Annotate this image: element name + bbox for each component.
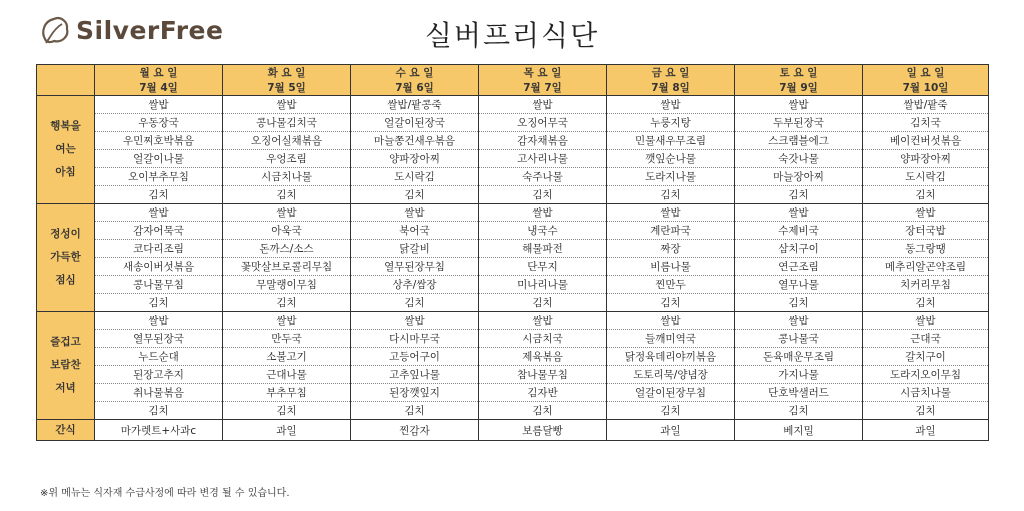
menu-table [36,64,989,441]
menu-cell: 새송이버섯볶음 [95,258,223,276]
menu-cell: 우민찌호박볶음 [95,132,223,150]
menu-cell: 갈치구이 [863,348,989,366]
menu-cell: 가지나물 [735,366,863,384]
menu-cell: 시금치나물 [863,384,989,402]
day-date-header: 7월 8일 [607,80,735,96]
menu-cell: 쌀밥 [735,96,863,114]
snack-row [37,420,989,441]
menu-cell: 김치 [95,402,223,420]
menu-cell: 김치 [351,294,479,312]
menu-row [37,348,989,366]
day-date-header: 7월 5일 [223,80,351,96]
menu-cell: 누룽지탕 [607,114,735,132]
menu-row [37,168,989,186]
day-date-header: 7월 4일 [95,80,223,96]
menu-cell: 삼치구이 [735,240,863,258]
menu-cell: 우엉조림 [223,150,351,168]
menu-cell: 김치 [95,294,223,312]
menu-cell: 누드순대 [95,348,223,366]
meal-label-line: 여는 [55,143,76,155]
menu-cell: 쌀밥 [607,204,735,222]
day-name-header: 목 요 일 [479,65,607,81]
menu-cell: 콩나물김치국 [223,114,351,132]
menu-cell: 단무지 [479,258,607,276]
menu-cell: 숙주나물 [479,168,607,186]
menu-cell: 동그랑땡 [863,240,989,258]
menu-cell: 참나물무침 [479,366,607,384]
menu-cell: 김치 [351,402,479,420]
menu-row [37,276,989,294]
menu-cell: 김치 [95,186,223,204]
menu-cell: 고사리나물 [479,150,607,168]
menu-cell: 열무나물 [735,276,863,294]
menu-cell: 쌀밥 [607,96,735,114]
day-name-header: 월 요 일 [95,65,223,81]
menu-cell: 깻잎순나물 [607,150,735,168]
menu-cell: 쌀밥 [863,204,989,222]
menu-cell: 김치 [351,186,479,204]
day-name-header: 금 요 일 [607,65,735,81]
date-header-row [37,80,989,96]
menu-cell: 쌀밥 [223,96,351,114]
menu-cell: 된장깻잎지 [351,384,479,402]
menu-row [37,312,989,330]
meal-label-line: 저녁 [55,382,76,394]
menu-cell: 아욱국 [223,222,351,240]
menu-cell: 쌀밥 [479,96,607,114]
menu-cell: 콩나물국 [735,330,863,348]
snack-label: 간식 [37,420,95,441]
menu-cell: 쌀밥/팥콩죽 [351,96,479,114]
menu-cell: 김치 [863,186,989,204]
menu-row [37,240,989,258]
menu-cell: 양파장아찌 [863,150,989,168]
menu-cell: 김치 [863,294,989,312]
menu-cell: 들깨미역국 [607,330,735,348]
meal-label-line: 행복을 [50,120,81,132]
meal-label-line: 점심 [55,274,76,286]
menu-cell: 쌀밥 [223,312,351,330]
menu-cell: 제육볶음 [479,348,607,366]
meal-label [37,204,95,312]
menu-cell: 시금치국 [479,330,607,348]
menu-cell: 우동장국 [95,114,223,132]
header-corner [37,65,95,96]
menu-cell: 김치 [607,294,735,312]
menu-cell: 김치 [735,294,863,312]
menu-cell: 김치 [863,402,989,420]
menu-cell: 돈까스/소스 [223,240,351,258]
menu-row [37,150,989,168]
menu-cell: 단호박샐러드 [735,384,863,402]
menu-row [37,114,989,132]
menu-cell: 김치 [479,402,607,420]
menu-cell: 수제비국 [735,222,863,240]
menu-cell: 쌀밥 [95,204,223,222]
menu-cell: 치커리무침 [863,276,989,294]
menu-cell: 부추무침 [223,384,351,402]
menu-cell: 닭정육데리야끼볶음 [607,348,735,366]
menu-cell: 김치 [223,294,351,312]
menu-cell: 스크램블에그 [735,132,863,150]
menu-cell: 쌀밥 [479,312,607,330]
menu-cell: 미나리나물 [479,276,607,294]
menu-row [37,204,989,222]
menu-cell: 쌀밥 [735,204,863,222]
menu-cell: 도시락김 [863,168,989,186]
menu-cell: 쌀밥 [351,312,479,330]
menu-cell: 다시마무국 [351,330,479,348]
menu-cell: 만두국 [223,330,351,348]
menu-row [37,96,989,114]
menu-row [37,402,989,420]
menu-cell: 도라지나물 [607,168,735,186]
menu-cell: 김치 [735,186,863,204]
snack-cell: 마가렛트+사과c [95,420,223,441]
menu-cell: 쌀밥/팥죽 [863,96,989,114]
menu-cell: 쌀밥 [607,312,735,330]
menu-cell: 얼갈이나물 [95,150,223,168]
footnote: ※위 메뉴는 식자재 수급사정에 따라 변경 될 수 있습니다. [40,488,290,499]
menu-cell: 상추/쌈장 [351,276,479,294]
menu-row [37,294,989,312]
menu-cell: 김치 [607,402,735,420]
menu-cell: 양파장아찌 [351,150,479,168]
menu-cell: 감자채볶음 [479,132,607,150]
menu-cell: 김치 [223,186,351,204]
day-header-row [37,65,989,81]
meal-label-line: 보람찬 [50,359,81,371]
menu-cell: 냉국수 [479,222,607,240]
menu-body [37,96,989,441]
day-date-header: 7월 9일 [735,80,863,96]
menu-cell: 쌀밥 [479,204,607,222]
menu-cell: 김치 [735,402,863,420]
menu-cell: 닭갈비 [351,240,479,258]
menu-cell: 오이부추무침 [95,168,223,186]
menu-cell: 베이컨버섯볶음 [863,132,989,150]
menu-cell: 마늘장아찌 [735,168,863,186]
meal-label [37,96,95,204]
meal-label-line: 아침 [55,166,76,178]
menu-cell: 김치국 [863,114,989,132]
snack-cell: 보름달빵 [479,420,607,441]
menu-cell: 꽃맛살브로콜리무침 [223,258,351,276]
day-date-header: 7월 10일 [863,80,989,96]
snack-cell: 과일 [607,420,735,441]
menu-cell: 연근조림 [735,258,863,276]
menu-cell: 코다리조림 [95,240,223,258]
menu-cell: 도시락김 [351,168,479,186]
meal-label-line: 즐겁고 [50,336,81,348]
menu-cell: 해물파전 [479,240,607,258]
menu-cell: 계란파국 [607,222,735,240]
menu-cell: 쌀밥 [95,312,223,330]
day-date-header: 7월 6일 [351,80,479,96]
day-name-header: 토 요 일 [735,65,863,81]
menu-cell: 김치 [479,186,607,204]
menu-cell: 도라지오이무침 [863,366,989,384]
day-name-header: 화 요 일 [223,65,351,81]
menu-cell: 쌀밥 [223,204,351,222]
menu-cell: 김치 [223,402,351,420]
day-date-header: 7월 7일 [479,80,607,96]
menu-cell: 취나물볶음 [95,384,223,402]
menu-cell: 김치 [607,186,735,204]
day-name-header: 일 요 일 [863,65,989,81]
menu-cell: 고추잎나물 [351,366,479,384]
meal-label [37,312,95,420]
menu-cell: 콩나물무침 [95,276,223,294]
menu-cell: 마늘쫑건새우볶음 [351,132,479,150]
menu-cell: 오징어실채볶음 [223,132,351,150]
meal-label-line: 정성이 [50,228,81,240]
brand-name: SilverFree [76,15,224,45]
snack-cell: 베지밀 [735,420,863,441]
menu-cell: 메추리알곤약조림 [863,258,989,276]
menu-cell: 김자반 [479,384,607,402]
menu-cell: 얼갈이된장국 [351,114,479,132]
snack-cell: 과일 [223,420,351,441]
menu-cell: 민물새우무조림 [607,132,735,150]
menu-cell: 근대국 [863,330,989,348]
menu-cell: 짜장 [607,240,735,258]
page-title: 실버프리식단 [424,19,600,52]
menu-cell: 된장고추지 [95,366,223,384]
snack-cell: 과일 [863,420,989,441]
menu-cell: 쌀밥 [863,312,989,330]
menu-cell: 고등어구이 [351,348,479,366]
menu-cell: 무말랭이무침 [223,276,351,294]
menu-cell: 장터국밥 [863,222,989,240]
snack-cell: 찐감자 [351,420,479,441]
menu-cell: 찐만두 [607,276,735,294]
menu-row [37,384,989,402]
menu-cell: 열무된장무침 [351,258,479,276]
menu-cell: 얼갈이된장무침 [607,384,735,402]
menu-cell: 두부된장국 [735,114,863,132]
meal-label-line: 가득한 [50,251,81,263]
menu-row [37,258,989,276]
menu-row [37,366,989,384]
menu-row [37,132,989,150]
menu-cell: 북어국 [351,222,479,240]
menu-cell: 쌀밥 [351,204,479,222]
menu-cell: 비름나물 [607,258,735,276]
menu-cell: 쌀밥 [735,312,863,330]
menu-cell: 김치 [479,294,607,312]
day-name-header: 수 요 일 [351,65,479,81]
menu-cell: 소불고기 [223,348,351,366]
menu-row [37,330,989,348]
menu-cell: 감자어묵국 [95,222,223,240]
menu-row [37,222,989,240]
menu-cell: 숙갓나물 [735,150,863,168]
menu-cell: 오징어무국 [479,114,607,132]
menu-row [37,186,989,204]
menu-cell: 시금치나물 [223,168,351,186]
menu-cell: 쌀밥 [95,96,223,114]
menu-cell: 근대나물 [223,366,351,384]
menu-cell: 도토리묵/양념장 [607,366,735,384]
menu-cell: 돈육매운무조림 [735,348,863,366]
menu-cell: 열무된장국 [95,330,223,348]
